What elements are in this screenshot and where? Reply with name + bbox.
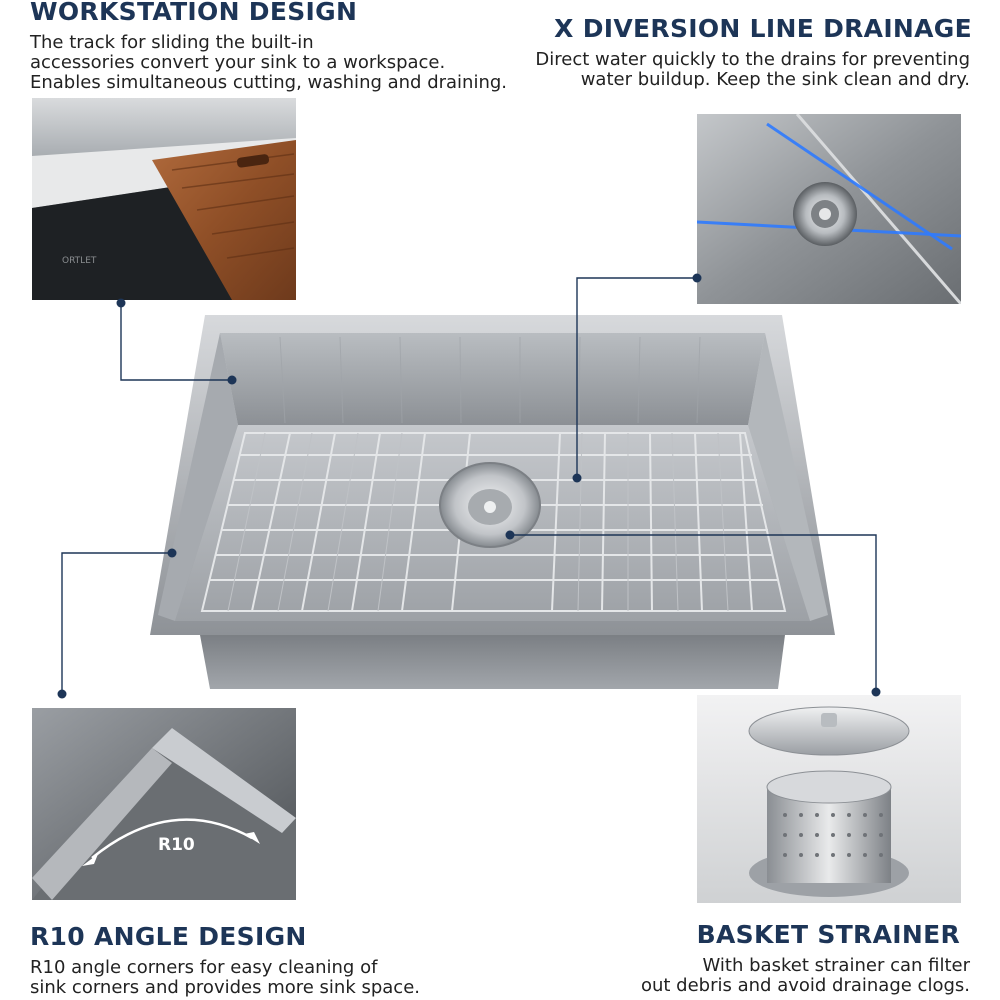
workstation-line-3: Enables simultaneous cutting, washing and draining. <box>30 72 508 93</box>
strainer-line-1: With basket strainer can filter <box>702 955 970 976</box>
r10-badge: R10 <box>158 835 195 855</box>
drainage-title: X DIVERSION LINE DRAINAGE <box>554 14 972 43</box>
angle-description <box>30 958 420 998</box>
workstation-line-1: The track for sliding the built-in <box>30 32 314 53</box>
svg-text:ORTLET: ORTLET <box>62 256 97 266</box>
angle-photo <box>32 708 296 900</box>
angle-line-1: R10 angle corners for easy cleaning of <box>30 957 378 978</box>
workstation-photo <box>32 98 296 300</box>
angle-marker <box>58 690 67 699</box>
strainer-description <box>641 956 970 996</box>
angle-title: R10 ANGLE DESIGN <box>30 922 307 951</box>
workstation-line-2: accessories convert your sink to a workspace. <box>30 52 446 73</box>
angle-line-2: sink corners and provides more sink space. <box>30 977 420 998</box>
drainage-photo <box>697 114 961 304</box>
drainage-line-1: Direct water quickly to the drains for preventing <box>535 49 970 70</box>
workstation-title: WORKSTATION DESIGN <box>30 0 358 26</box>
strainer-title: BASKET STRAINER <box>696 920 960 949</box>
strainer-line-2: out debris and avoid drainage clogs. <box>640 975 970 996</box>
sink-photo <box>150 315 835 693</box>
drainage-line-2: water buildup. Keep the sink clean and dry. <box>580 69 970 90</box>
drainage-description <box>535 50 970 90</box>
workstation-description <box>30 33 507 93</box>
strainer-photo <box>697 695 961 903</box>
